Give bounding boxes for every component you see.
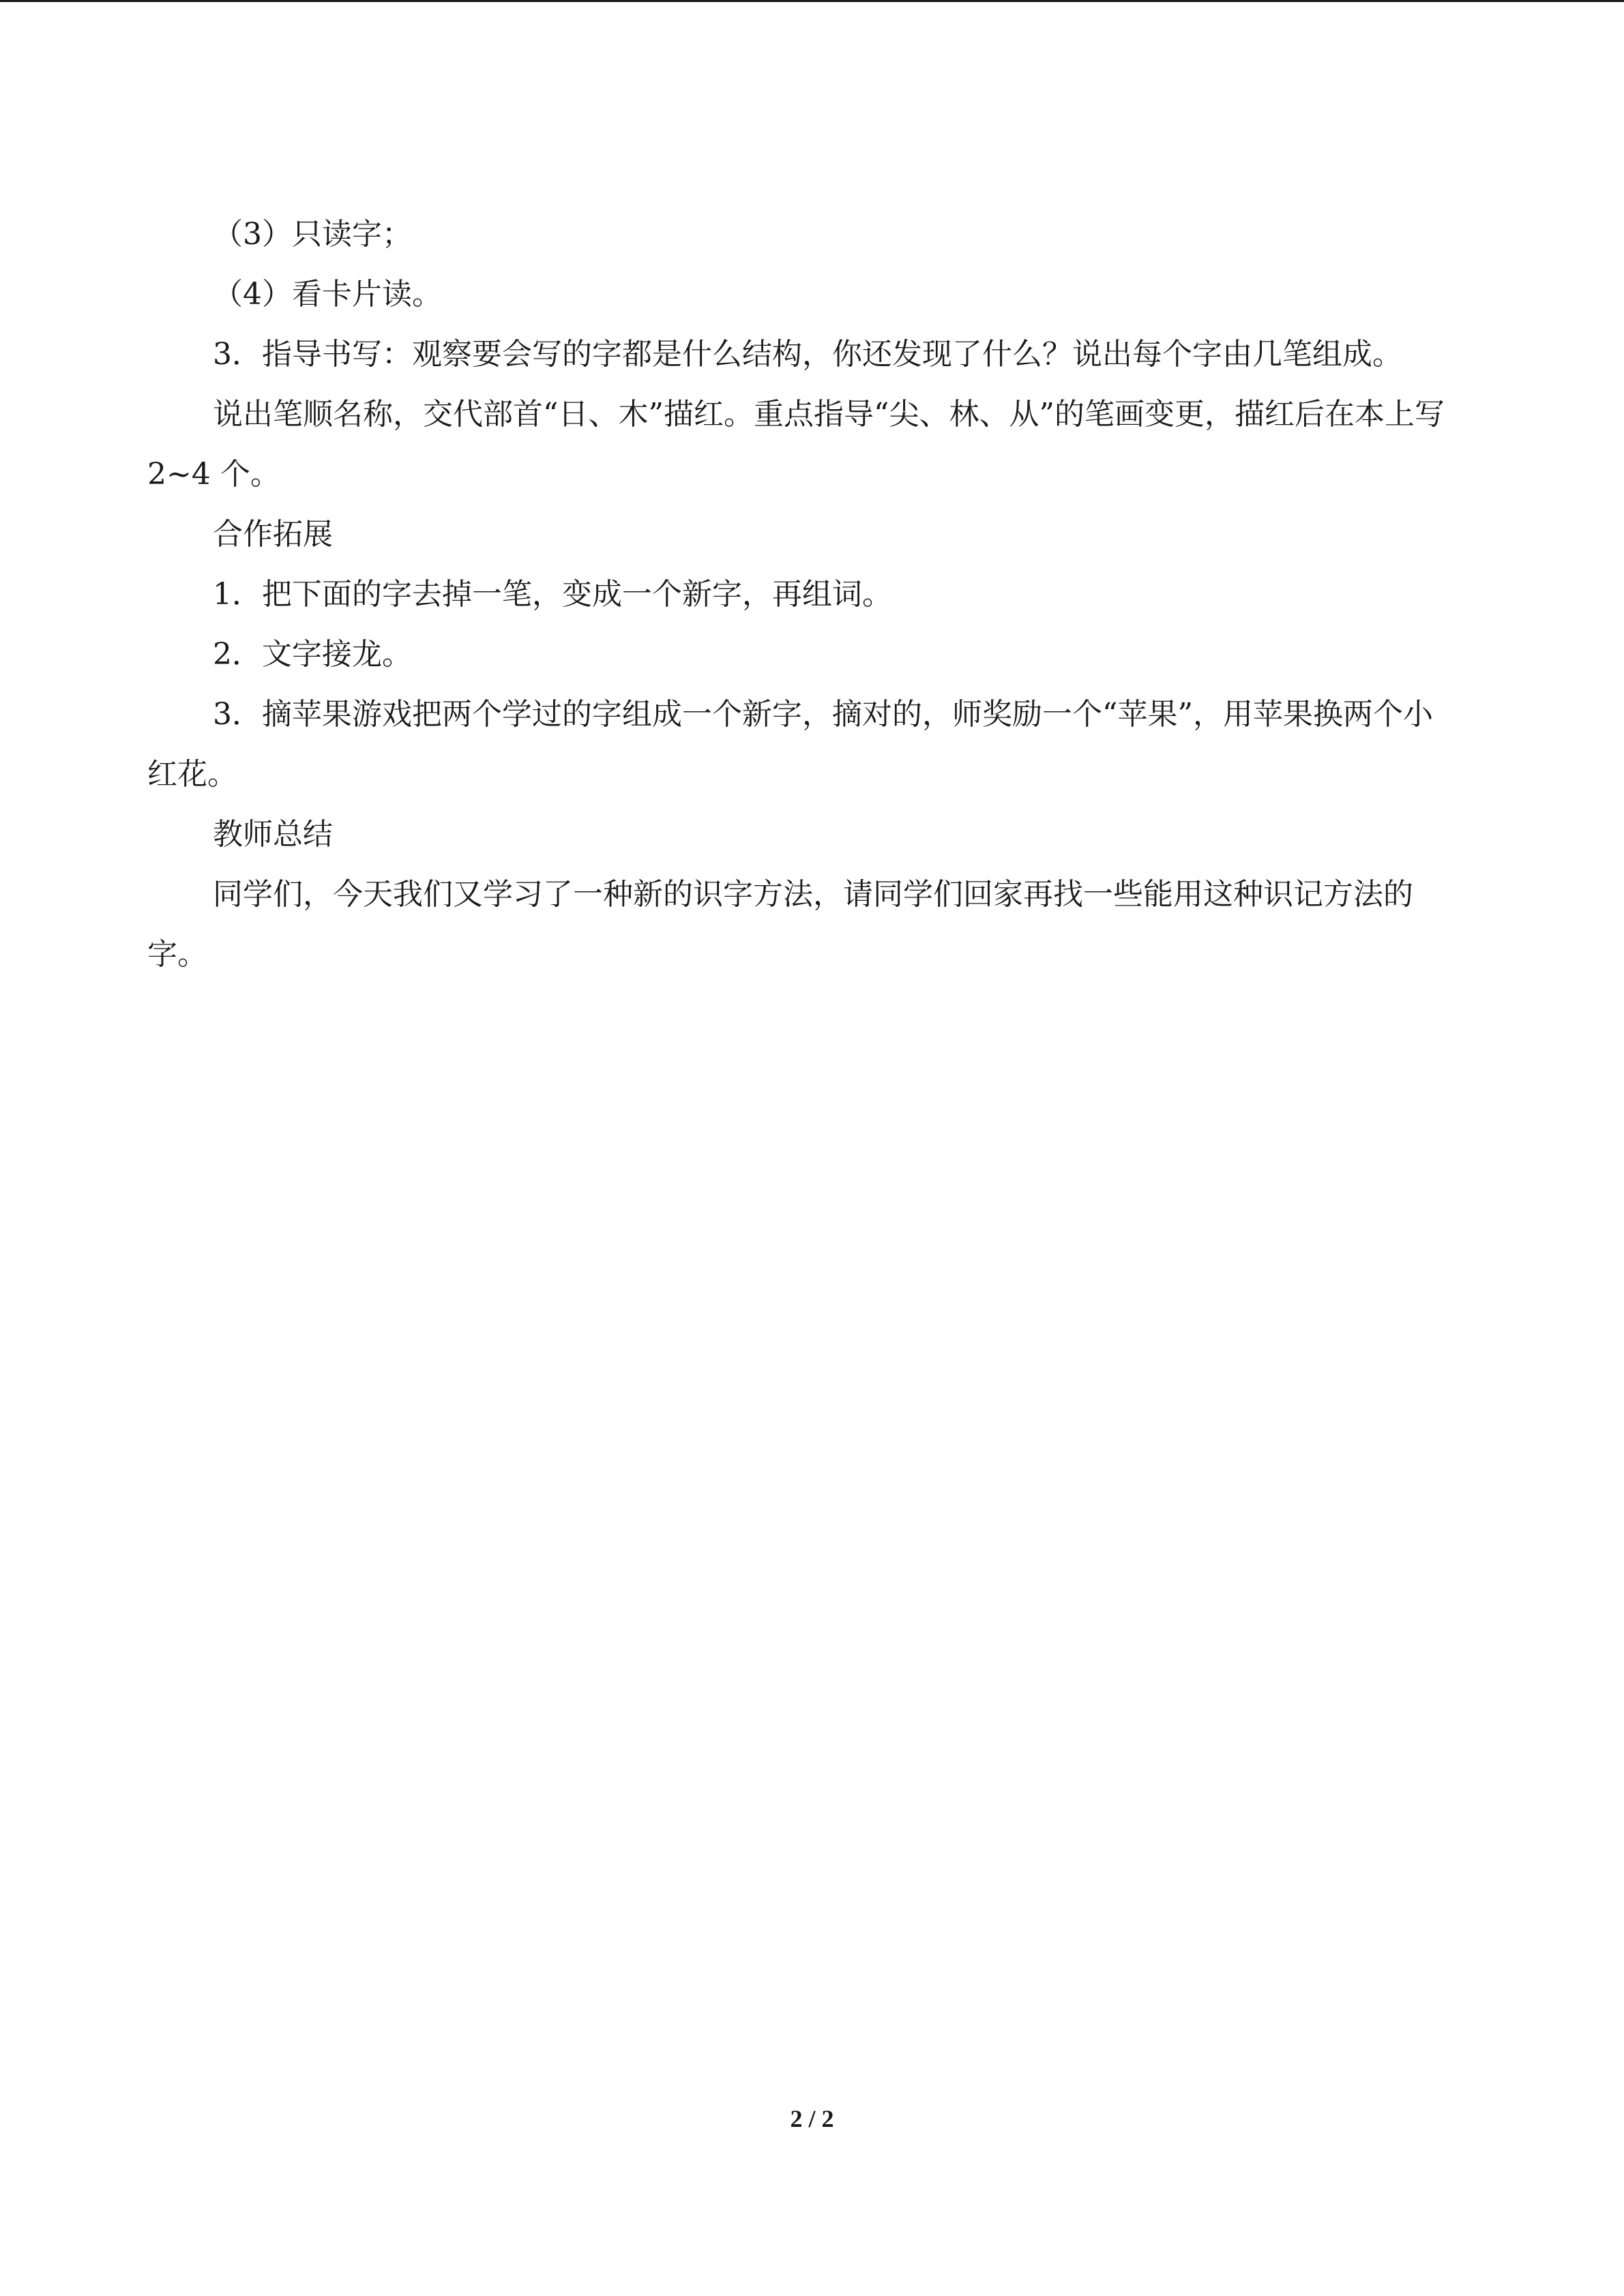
paragraph-card-reading: （4）看卡片读。 [213,277,442,312]
paragraph-writing-guidance: 3．指导书写：观察要会写的字都是什么结构，你还发现了什么？说出每个字由几笔组成。 [213,337,1402,372]
page-number: 2 / 2 [790,2105,834,2132]
paragraph-read-chars: （3）只读字； [213,217,412,252]
paragraph-remove-stroke: 1．把下面的字去掉一笔，变成一个新字，再组词。 [213,577,892,612]
top-border-line [0,0,1624,2]
paragraph-apple-game: 3．摘苹果游戏把两个学过的字组成一个新字，摘对的，师奖励一个“苹果”，用苹果换两个小红花。 [147,697,1433,792]
paragraph-teacher-summary: 同学们，今天我们又学习了一种新的识字方法，请同学们回家再找一些能用这种识记方法的字。 [147,877,1413,972]
section-heading-summary: 教师总结 [213,817,333,852]
paragraph-stroke-order: 说出笔顺名称，交代部首“日、木”描红。重点指导“尖、林、从”的笔画变更，描红后在本上写 2~4 个。 [147,397,1445,492]
paragraph-word-chain: 2．文字接龙。 [213,637,412,672]
section-heading-cooperation: 合作拓展 [213,517,333,552]
document-body [147,205,1457,985]
